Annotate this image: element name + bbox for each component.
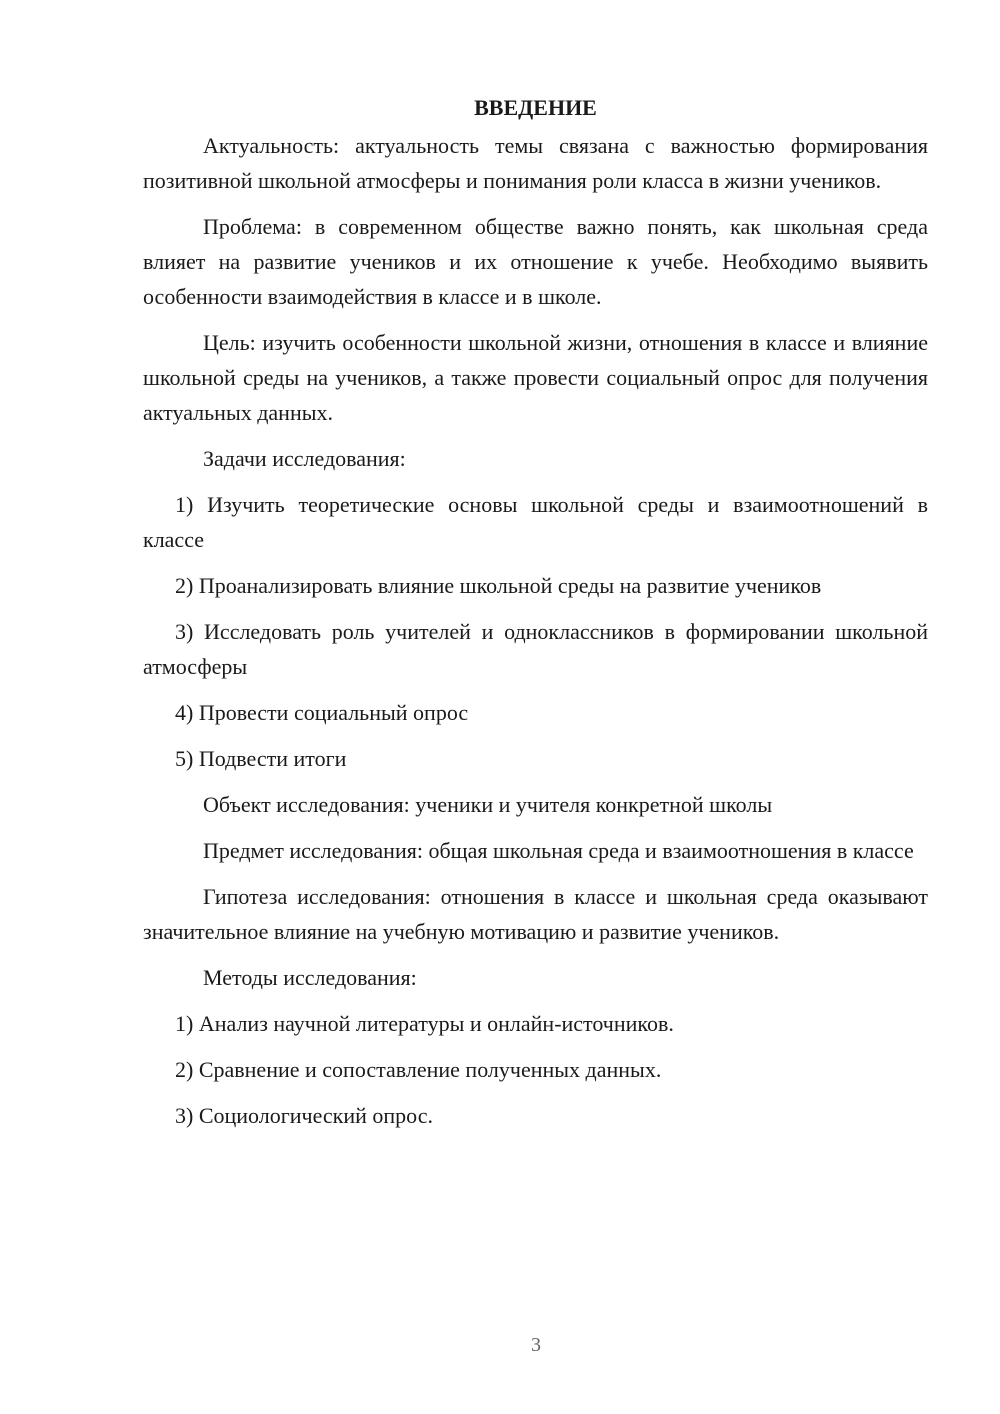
task-item: 1) Изучить теоретические основы школьной среды и взаимоотношений в классе <box>143 492 928 552</box>
paragraph-hypothesis: Гипотеза исследования: отношения в классе и школьная среда оказывают значительное влияние на учебную мотивацию и развитие учеников. <box>143 884 928 944</box>
task-item: 3) Исследовать роль учителей и одноклассников в формировании школьной атмосферы <box>143 619 928 679</box>
section-title: ВВЕДЕНИЕ <box>474 95 597 120</box>
document-page <box>143 90 928 1144</box>
paragraph-problem: Проблема: в современном обществе важно понять, как школьная среда влияет на развитие учеников и их отношение к учебе. Необходимо выявить особенности взаимодействия в классе и в школе. <box>143 214 928 309</box>
method-item: 1) Анализ научной литературы и онлайн-источников. <box>175 1011 674 1036</box>
paragraph-tasks-heading: Задачи исследования: <box>203 446 406 471</box>
paragraph-subject: Предмет исследования: общая школьная среда и взаимоотношения в классе <box>203 838 914 863</box>
task-item: 4) Провести социальный опрос <box>175 700 469 725</box>
paragraph-object: Объект исследования: ученики и учителя конкретной школы <box>203 792 773 817</box>
paragraph-goal: Цель: изучить особенности школьной жизни, отношения в классе и влияние школьной среды на учеников, а также провести социальный опрос для получения актуальных данных. <box>143 330 928 425</box>
task-item: 5) Подвести итоги <box>175 746 347 771</box>
task-item: 2) Проанализировать влияние школьной среды на развитие учеников <box>175 573 822 598</box>
paragraph-relevance: Актуальность: актуальность темы связана с важностью формирования позитивной школьной атмосферы и понимания роли класса в жизни учеников. <box>143 133 928 193</box>
method-item: 3) Социологический опрос. <box>175 1103 433 1128</box>
method-item: 2) Сравнение и сопоставление полученных данных. <box>175 1057 662 1082</box>
paragraph-methods-heading: Методы исследования: <box>203 965 417 990</box>
page-number: 3 <box>531 1334 541 1356</box>
